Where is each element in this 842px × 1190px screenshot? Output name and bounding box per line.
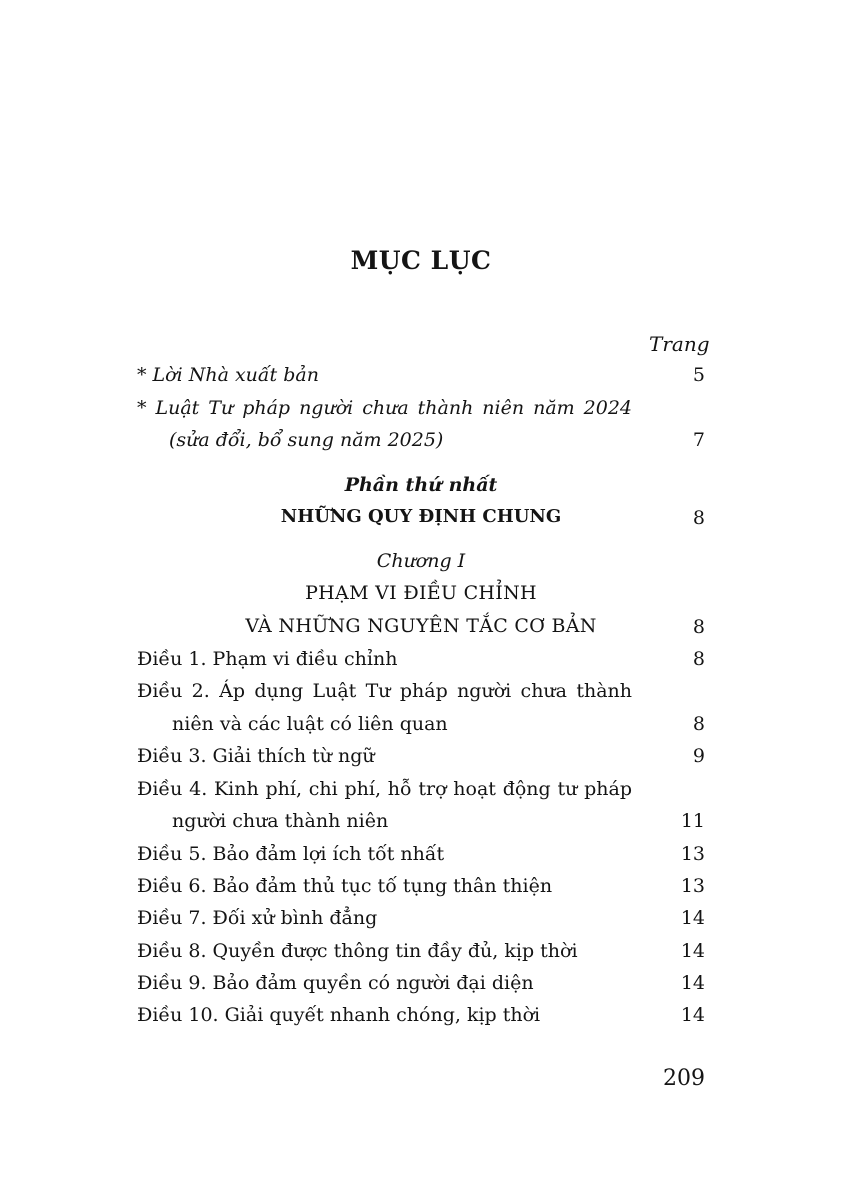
toc-entry-text: Điều 6. Bảo đảm thủ tục tố tụng thân thiện bbox=[137, 875, 553, 897]
toc-entry-article-2-line2[interactable] bbox=[137, 711, 705, 737]
toc-entry-publisher-note[interactable] bbox=[137, 362, 705, 388]
page-number: 209 bbox=[663, 1066, 705, 1091]
toc-entry-article-4-line1[interactable] bbox=[137, 776, 705, 802]
toc-entry-text: * Luật Tư pháp người chưa thành niên năm 2024 bbox=[137, 397, 632, 419]
toc-entry-page: 8 bbox=[692, 713, 705, 735]
toc-entry-page: 13 bbox=[680, 875, 705, 897]
toc-entry-page: 14 bbox=[680, 972, 705, 994]
toc-entry-article-1[interactable] bbox=[137, 646, 705, 672]
toc-entry-law-line1[interactable] bbox=[137, 395, 705, 421]
toc-entry-text: (sửa đổi, bổ sung năm 2025) bbox=[169, 429, 444, 451]
page-title: MỤC LỤC bbox=[350, 246, 492, 275]
toc-entry-article-10[interactable] bbox=[137, 1002, 705, 1028]
toc-entry-page: 14 bbox=[680, 907, 705, 929]
chapter-label: Chương I bbox=[376, 550, 466, 572]
toc-entry-page: 8 bbox=[692, 648, 705, 670]
toc-entry-text: Điều 9. Bảo đảm quyền có người đại diện bbox=[137, 972, 534, 994]
chapter-title-line1[interactable]: PHẠM VI ĐIỀU CHỈNH bbox=[305, 582, 537, 604]
toc-entry-page: 9 bbox=[692, 745, 705, 767]
toc-entry-text: Điều 3. Giải thích từ ngữ bbox=[137, 745, 375, 767]
toc-entry-page: 11 bbox=[680, 810, 705, 832]
chapter-page: 8 bbox=[692, 616, 705, 638]
part-page: 8 bbox=[692, 507, 705, 529]
toc-entry-article-2-line1[interactable] bbox=[137, 678, 705, 704]
toc-entry-article-5[interactable] bbox=[137, 841, 705, 867]
toc-entry-page: 14 bbox=[680, 1004, 705, 1026]
toc-entry-article-6[interactable] bbox=[137, 873, 705, 899]
toc-entry-law-line2[interactable] bbox=[137, 427, 705, 453]
toc-entry-text: * Lời Nhà xuất bản bbox=[137, 364, 319, 386]
toc-entry-text: Điều 10. Giải quyết nhanh chóng, kịp thời bbox=[137, 1004, 541, 1026]
toc-entry-page: 13 bbox=[680, 843, 705, 865]
toc-entry-text: Điều 4. Kinh phí, chi phí, hỗ trợ hoạt động tư pháp bbox=[137, 778, 632, 800]
chapter-title-line2[interactable]: VÀ NHỮNG NGUYÊN TẮC CƠ BẢN bbox=[245, 615, 597, 637]
toc-entry-text: Điều 2. Áp dụng Luật Tư pháp người chưa thành bbox=[137, 680, 632, 702]
toc-entry-text: người chưa thành niên bbox=[172, 810, 389, 832]
toc-entry-text: Điều 1. Phạm vi điều chỉnh bbox=[137, 648, 398, 670]
toc-entry-page: 5 bbox=[692, 364, 705, 386]
toc-entry-article-8[interactable] bbox=[137, 938, 705, 964]
toc-entry-text: Điều 5. Bảo đảm lợi ích tốt nhất bbox=[137, 843, 445, 865]
part-label: Phần thứ nhất bbox=[344, 474, 498, 496]
page-column-header: Trang bbox=[649, 332, 710, 356]
toc-entry-text: niên và các luật có liên quan bbox=[172, 713, 448, 735]
toc-entry-page: 14 bbox=[680, 940, 705, 962]
part-title[interactable]: NHỮNG QUY ĐỊNH CHUNG bbox=[280, 506, 562, 527]
toc-entry-page: 7 bbox=[692, 429, 705, 451]
toc-entry-text: Điều 7. Đối xử bình đẳng bbox=[137, 907, 378, 929]
toc-entry-text: Điều 8. Quyền được thông tin đầy đủ, kịp thời bbox=[137, 940, 578, 962]
toc-entry-article-9[interactable] bbox=[137, 970, 705, 996]
toc-entry-article-7[interactable] bbox=[137, 905, 705, 931]
toc-entry-article-3[interactable] bbox=[137, 743, 705, 769]
toc-entry-article-4-line2[interactable] bbox=[137, 808, 705, 834]
